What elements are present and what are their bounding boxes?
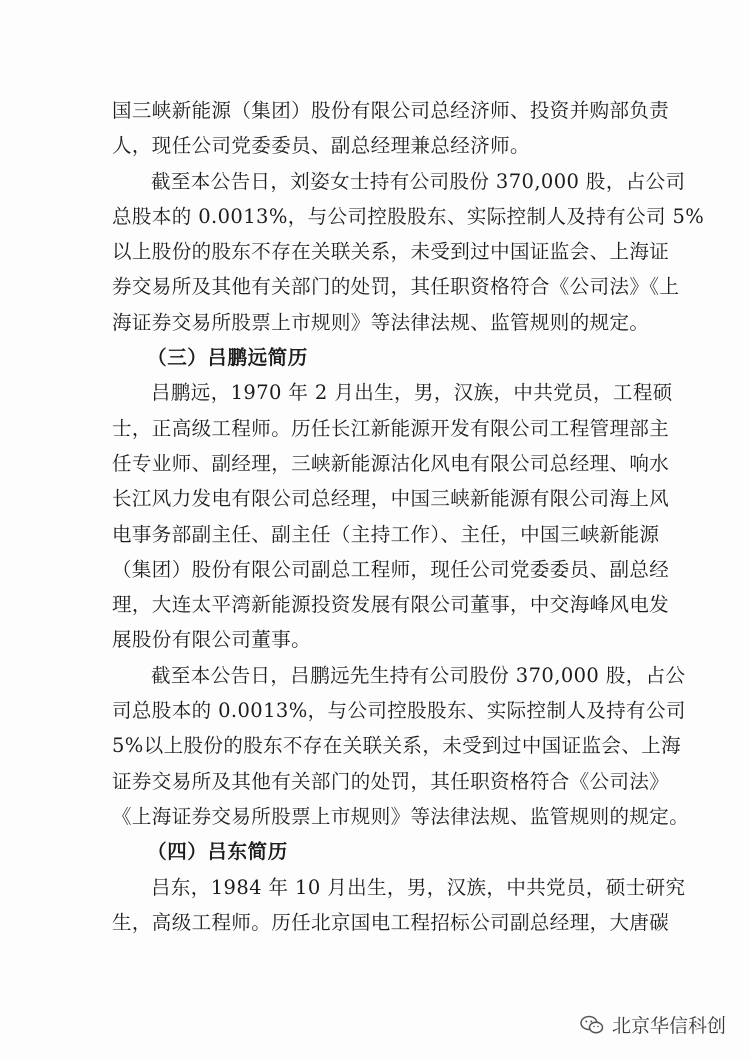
text-line: 证券交易所及其他有关部门的处罚，其任职资格符合《公司法》	[112, 769, 670, 793]
text-line: （四）吕东简历	[147, 840, 288, 864]
watermark	[580, 1011, 726, 1038]
text-line: 截至本公告日，吕鹏远先生持有公司股份 370,000 股，占公	[151, 663, 686, 687]
wechat-icon	[580, 1015, 604, 1035]
section-heading	[112, 834, 640, 869]
paragraph	[112, 164, 705, 340]
text-line: 国三峡新能源（集团）股份有限公司总经济师、投资并购部负责	[112, 99, 670, 122]
text-line: 截至本公告日，刘姿女士持有公司股份 370,000 股，占公司	[151, 169, 686, 193]
text-line: 吕东，1984 年 10 月出生，男，汉族，中共党员，硕士研究	[151, 875, 686, 899]
document-body	[112, 93, 705, 940]
paragraph	[112, 870, 686, 941]
text-line: 总股本的 0.0013%，与公司控股股东、实际控制人及持有公司 5%	[112, 204, 705, 228]
text-line: 生，高级工程师。历任北京国电工程招标公司副总经理，大唐碳	[112, 910, 670, 934]
text-line: 士，正高级工程师。历任长江新能源开发有限公司工程管理部主	[112, 416, 670, 440]
text-line: （三）吕鹏远简历	[147, 346, 308, 370]
text-line: 任专业师、副经理，三峡新能源沽化风电有限公司总经理、响水	[112, 451, 670, 475]
text-line: 吕鹏远，1970 年 2 月出生，男，汉族，中共党员，工程硕	[151, 381, 673, 405]
paragraph	[112, 93, 670, 164]
section-heading	[112, 340, 640, 375]
text-line: 券交易所及其他有关部门的处罚，其任职资格符合《公司法》《上	[112, 275, 680, 299]
text-line: 司总股本的 0.0013%，与公司控股股东、实际控制人及持有公司	[112, 699, 686, 723]
text-line: 理，大连太平湾新能源投资发展有限公司董事，中交海峰风电发	[112, 593, 670, 617]
watermark-text: 北京华信科创	[611, 1015, 726, 1037]
text-line: 5%以上股份的股东不存在关联关系，未受到过中国证监会、上海	[112, 734, 682, 758]
paragraph	[112, 375, 673, 657]
text-line: （集团）股份有限公司副总工程师，现任公司党委委员、副总经	[112, 557, 670, 581]
text-line: 电事务部副主任、副主任（主持工作）、主任，中国三峡新能源	[112, 522, 660, 546]
text-line: 长江风力发电有限公司总经理，中国三峡新能源有限公司海上风	[112, 487, 670, 511]
text-line: 《上海证券交易所股票上市规则》等法律法规、监管规则的规定。	[112, 804, 690, 828]
text-line: 以上股份的股东不存在关联关系，未受到过中国证监会、上海证	[112, 240, 670, 264]
text-line: 海证券交易所股票上市规则》等法律法规、监管规则的规定。	[112, 310, 650, 334]
text-line: 展股份有限公司董事。	[112, 628, 312, 652]
paragraph	[112, 658, 690, 834]
text-line: 人，现任公司党委委员、副总经理兼总经济师。	[112, 134, 530, 158]
